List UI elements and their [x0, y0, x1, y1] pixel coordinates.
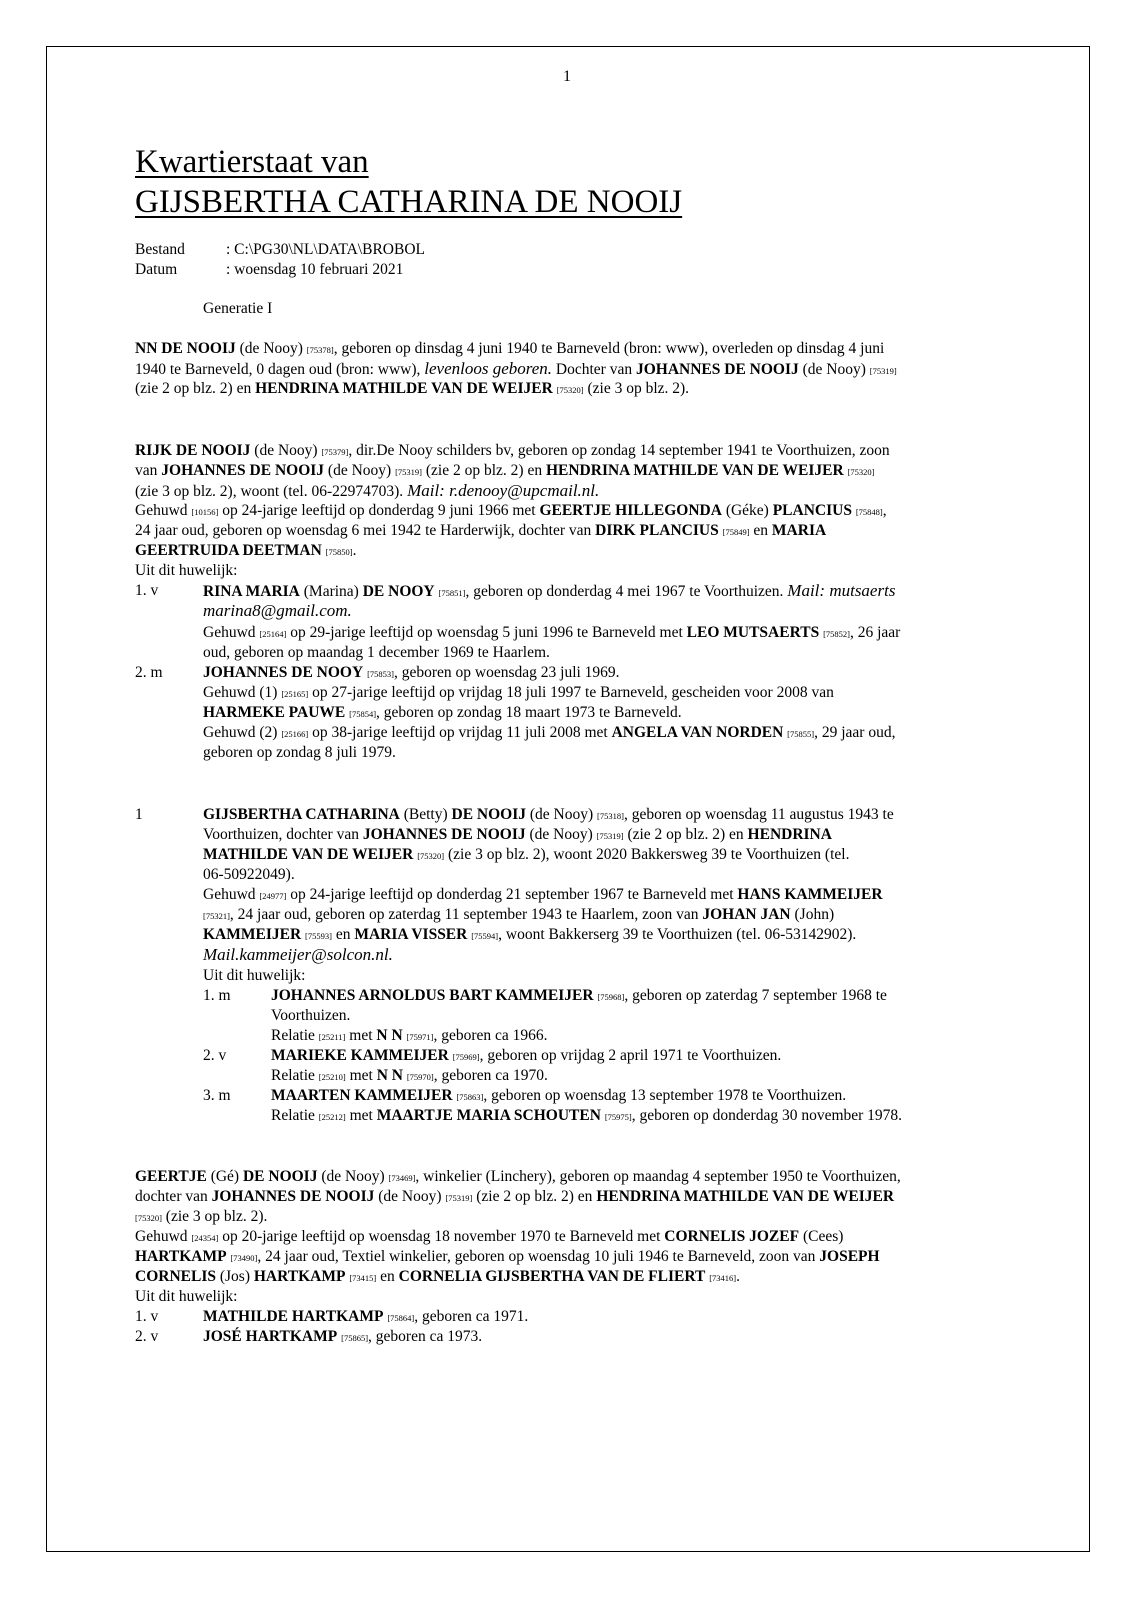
person-name: JOHANNES ARNOLDUS BART KAMMEIJER: [271, 987, 594, 1004]
document-title-line2: GIJSBERTHA CATHARINA DE NOOIJ: [135, 184, 683, 220]
record-id: [75849]: [722, 527, 750, 537]
text-run: (Marina): [299, 583, 363, 600]
text-run: , geboren op woensdag 23 juli 1969.: [393, 664, 620, 681]
text-line: [135, 1287, 237, 1306]
text-line: [271, 1026, 548, 1047]
text-run: , geboren op donderdag 4 mei 1967 te Voorthuizen.: [465, 583, 788, 600]
text-line: [135, 541, 356, 562]
text-line: [203, 986, 231, 1005]
text-run: .: [352, 542, 357, 559]
text-line: [203, 905, 834, 926]
record-id: [75969]: [452, 1052, 480, 1062]
record-id: [75320]: [135, 1213, 162, 1223]
text-line: [203, 845, 849, 866]
record-id: [73490]: [230, 1253, 258, 1263]
record-id: [75971]: [406, 1032, 434, 1042]
text-run: 2. v: [135, 1328, 159, 1345]
text-line: [135, 1247, 880, 1268]
person-name: JOHANNES DE NOOY: [203, 664, 364, 681]
person-name: JOHANNES DE NOOIJ: [161, 462, 325, 479]
record-id: [10156]: [191, 507, 219, 517]
text-line: [271, 986, 887, 1007]
record-id: [25212]: [318, 1112, 346, 1122]
record-id: [25164]: [259, 629, 287, 639]
text-run: Gehuwd (2): [203, 724, 282, 741]
text-run: (de Nooy): [798, 361, 870, 378]
record-id: [75975]: [604, 1112, 632, 1122]
record-id: [75970]: [406, 1072, 434, 1082]
text-run: 1. m: [203, 987, 231, 1004]
text-line: [203, 945, 393, 965]
person-name: DE NOOIJ: [242, 1168, 318, 1185]
text-line: [203, 1046, 226, 1065]
person-name: HARMEKE PAUWE: [203, 704, 346, 721]
text-run: Uit dit huwelijk:: [135, 562, 238, 579]
text-line: [135, 1227, 843, 1248]
text-run: (de Nooy): [235, 340, 307, 357]
text-line: [271, 1066, 548, 1087]
person-name: HENDRINA: [747, 826, 832, 843]
meta-value-datum: : woensdag 10 februari 2021: [226, 261, 404, 278]
document-title-line1: Kwartierstaat van: [135, 144, 369, 180]
person-name: GIJSBERTHA CATHARINA: [203, 806, 400, 823]
text-line: [135, 359, 897, 381]
record-id: [24354]: [191, 1233, 219, 1243]
text-run: Relatie: [271, 1107, 319, 1124]
person-name: N N: [376, 1027, 403, 1044]
record-id: [75321]: [203, 911, 230, 921]
text-run: 3. m: [203, 1087, 231, 1104]
person-name: RINA MARIA: [203, 583, 300, 600]
text-run: , dir.De Nooy schilders bv, geboren op zondag 14 september 1941 te Voorthuizen, zoon: [348, 442, 890, 459]
person-name: HARTKAMP: [135, 1248, 227, 1265]
record-id: [75863]: [456, 1092, 484, 1102]
page-number: 1: [563, 68, 571, 85]
record-id: [75319]: [445, 1193, 473, 1203]
text-line: [135, 461, 874, 482]
text-run: 1: [135, 806, 143, 823]
text-line: [135, 1327, 158, 1346]
text-run: , geboren ca 1970.: [433, 1067, 548, 1084]
text-run: , 24 jaar oud, geboren op zaterdag 11 september 1943 te Haarlem, zoon van: [229, 906, 703, 923]
text-run: Gehuwd: [135, 1228, 192, 1245]
text-run: met: [345, 1067, 377, 1084]
person-name: DE NOOIJ: [451, 806, 526, 823]
record-id: [73416]: [709, 1273, 737, 1283]
text-run: Gehuwd: [203, 886, 260, 903]
text-run: (de Nooy): [525, 826, 597, 843]
text-run: Dochter van: [552, 361, 636, 378]
record-id: [75318]: [597, 811, 624, 821]
person-name: MARIA VISSER: [354, 926, 468, 943]
text-run: op 27-jarige leeftijd op vrijdag 18 juli 1997 te Barneveld, gescheiden voor 2008 van: [308, 684, 834, 701]
record-id: [25166]: [281, 729, 309, 739]
text-line: [203, 581, 895, 603]
text-run: , geboren ca 1971.: [414, 1308, 529, 1325]
text-run: op 24-jarige leeftijd op donderdag 21 september 1967 te Barneveld met: [286, 886, 738, 903]
text-run: (zie 2 op blz. 2) en: [472, 1188, 597, 1205]
text-line: [135, 1167, 901, 1188]
text-run: met: [345, 1027, 377, 1044]
person-name: KAMMEIJER: [203, 926, 302, 943]
text-run: op 29-jarige leeftijd op woensdag 5 juni 1996 te Barneveld met: [286, 624, 687, 641]
text-run: , geboren op woensdag 11 augustus 1943 te: [623, 806, 894, 823]
text-run: 1. v: [135, 582, 159, 599]
text-run: .: [736, 1268, 741, 1285]
person-name: CORNELIS: [135, 1268, 216, 1285]
text-run: Voorthuizen.: [271, 1007, 351, 1024]
text-line: [203, 723, 895, 744]
text-run: dochter van: [135, 1188, 212, 1205]
record-id: [25210]: [318, 1072, 346, 1082]
person-name: RIJK DE NOOIJ: [135, 442, 251, 459]
text-run: (Betty): [399, 806, 452, 823]
record-id: [75379]: [321, 447, 349, 457]
record-id: [25211]: [318, 1032, 346, 1042]
person-name: JOHANNES DE NOOIJ: [635, 361, 799, 378]
person-name: GEERTJE HILLEGONDA: [539, 502, 722, 519]
text-line: [135, 441, 890, 462]
italic-note: marina8@gmail.com.: [203, 601, 352, 620]
text-run: , geboren op woensdag 13 september 1978 te Voorthuizen.: [483, 1087, 847, 1104]
text-run: Relatie: [271, 1027, 319, 1044]
record-id: [75378]: [306, 345, 334, 355]
text-run: 1. v: [135, 1308, 159, 1325]
record-id: [75848]: [855, 507, 883, 517]
record-id: [75319]: [596, 831, 624, 841]
text-run: en: [749, 522, 772, 539]
text-run: Voorthuizen, dochter van: [203, 826, 363, 843]
text-run: Gehuwd: [135, 502, 192, 519]
person-name: PLANCIUS: [772, 502, 852, 519]
text-line: [203, 1327, 482, 1348]
text-run: Gehuwd (1): [203, 684, 282, 701]
record-id: [75852]: [823, 629, 850, 639]
record-id: [24977]: [259, 891, 287, 901]
text-run: op 20-jarige leeftijd op woensdag 18 november 1970 te Barneveld met: [218, 1228, 665, 1245]
generation-heading: Generatie I: [203, 300, 273, 317]
text-run: (de Nooy): [250, 442, 322, 459]
text-line: [203, 966, 305, 985]
text-line: [203, 885, 883, 906]
record-id: [75593]: [305, 931, 332, 941]
person-name: DIRK PLANCIUS: [595, 522, 719, 539]
meta-value-bestand: : C:\PG30\NL\DATA\BROBOL: [226, 241, 425, 258]
text-run: Uit dit huwelijk:: [135, 1288, 238, 1305]
text-line: [203, 865, 295, 884]
text-line: [203, 623, 900, 644]
text-run: , woont Bakkerserg 39 te Voorthuizen (tel. 06-53142902).: [498, 926, 857, 943]
text-run: Gehuwd: [203, 624, 260, 641]
text-line: [203, 643, 550, 662]
text-run: 06-50922049).: [203, 866, 295, 883]
record-id: [75851]: [438, 588, 466, 598]
text-line: [135, 561, 237, 580]
text-run: van: [135, 462, 162, 479]
text-run: geboren op zondag 8 juli 1979.: [203, 744, 396, 761]
text-line: [203, 925, 856, 946]
text-line: [135, 339, 884, 360]
text-run: en: [376, 1268, 399, 1285]
text-run: (zie 3 op blz. 2), woont (tel. 06-22974703).: [135, 483, 408, 500]
text-line: [135, 521, 826, 542]
text-line: [203, 601, 352, 621]
text-run: 2. m: [135, 664, 163, 681]
text-run: , 26 jaar: [849, 624, 901, 641]
text-run: , geboren ca 1966.: [433, 1027, 548, 1044]
text-line: [135, 379, 689, 400]
person-name: MAARTJE MARIA SCHOUTEN: [376, 1107, 601, 1124]
text-run: ,: [882, 502, 887, 519]
text-line: [271, 1086, 846, 1107]
text-run: , geboren op donderdag 30 november 1978.: [631, 1107, 903, 1124]
text-line: [271, 1046, 781, 1067]
record-id: [75968]: [597, 992, 625, 1002]
italic-note: Mail.kammeijer@solcon.nl.: [203, 945, 393, 964]
text-run: (zie 2 op blz. 2) en: [135, 380, 256, 397]
text-run: , geboren op zaterdag 7 september 1968 te: [624, 987, 887, 1004]
person-name: ANGELA VAN NORDEN: [611, 724, 784, 741]
record-id: [75864]: [387, 1313, 415, 1323]
text-line: [203, 663, 620, 684]
person-name: JOHANNES DE NOOIJ: [362, 826, 526, 843]
person-name: HENDRINA MATHILDE VAN DE WEIJER: [255, 380, 553, 397]
record-id: [75854]: [349, 709, 377, 719]
text-run: , geboren op dinsdag 4 juni 1940 te Barneveld (bron: www), overleden op dinsdag 4 juni: [333, 340, 885, 357]
person-name: GEERTRUIDA DEETMAN: [135, 542, 322, 559]
person-name: DE NOOY: [362, 583, 435, 600]
person-name: JOSÉ HARTKAMP: [203, 1328, 338, 1345]
text-line: [203, 1086, 231, 1105]
person-name: MAARTEN KAMMEIJER: [271, 1087, 453, 1104]
text-run: Relatie: [271, 1067, 319, 1084]
text-run: (de Nooy): [526, 806, 598, 823]
text-run: , winkelier (Linchery), geboren op maandag 4 september 1950 te Voorthuizen,: [415, 1168, 901, 1185]
record-id: [75319]: [869, 366, 897, 376]
record-id: [75594]: [471, 931, 499, 941]
text-run: en: [331, 926, 355, 943]
text-run: Uit dit huwelijk:: [203, 967, 306, 984]
text-line: [203, 825, 832, 846]
record-id: [75850]: [325, 547, 353, 557]
text-run: , geboren op zondag 18 maart 1973 te Barneveld.: [376, 704, 682, 721]
text-run: (zie 2 op blz. 2) en: [623, 826, 748, 843]
person-name: LEO MUTSAERTS: [686, 624, 820, 641]
text-run: (de Nooy): [324, 462, 396, 479]
text-line: [135, 581, 158, 600]
text-line: [135, 663, 163, 682]
record-id: [73469]: [388, 1173, 416, 1183]
text-line: [203, 703, 682, 724]
text-run: 2. v: [203, 1047, 227, 1064]
record-id: [25165]: [281, 689, 309, 699]
person-name: JOHAN JAN: [702, 906, 791, 923]
person-name: CORNELIA GIJSBERTHA VAN DE FLIERT: [398, 1268, 706, 1285]
person-name: JOSEPH: [819, 1248, 880, 1265]
person-name: CORNELIS JOZEF: [664, 1228, 800, 1245]
text-line: [135, 1207, 267, 1228]
text-run: , 24 jaar oud, Textiel winkelier, geboren op woensdag 10 juli 1946 te Barneveld, zoon van: [257, 1248, 820, 1265]
text-run: (John): [790, 906, 835, 923]
text-run: op 38-jarige leeftijd op vrijdag 11 juli 2008 met: [308, 724, 612, 741]
italic-note: Mail: mutsaerts: [787, 581, 896, 600]
italic-note: Mail: r.denooy@upcmail.nl.: [407, 481, 600, 500]
record-id: [75319]: [395, 467, 422, 477]
person-name: MARIA: [771, 522, 827, 539]
record-id: [75865]: [341, 1333, 369, 1343]
text-run: 24 jaar oud, geboren op woensdag 6 mei 1942 te Harderwijk, dochter van: [135, 522, 596, 539]
text-run: (Gé): [206, 1168, 243, 1185]
text-line: [135, 805, 143, 824]
text-run: (Cees): [799, 1228, 844, 1245]
text-run: 1940 te Barneveld, 0 dagen oud (bron: www),: [135, 361, 425, 378]
text-run: (Géke): [721, 502, 773, 519]
record-id: [75320]: [556, 385, 584, 395]
text-line: [135, 1267, 740, 1288]
person-name: MARIEKE KAMMEIJER: [271, 1047, 449, 1064]
text-line: [271, 1106, 902, 1127]
person-name: HARTKAMP: [253, 1268, 346, 1285]
text-line: [203, 805, 894, 826]
person-name: JOHANNES DE NOOIJ: [211, 1188, 375, 1205]
text-run: , geboren op vrijdag 2 april 1971 te Voorthuizen.: [479, 1047, 782, 1064]
text-run: (de Nooy): [374, 1188, 446, 1205]
italic-note: levenloos geboren.: [424, 359, 553, 378]
text-line: [135, 1307, 158, 1326]
record-id: [75853]: [367, 669, 394, 679]
person-name: N N: [376, 1067, 403, 1084]
meta-label-datum: Datum: [135, 261, 178, 278]
person-name: NN DE NOOIJ: [135, 340, 236, 357]
record-id: [73415]: [349, 1273, 377, 1283]
record-id: [75855]: [787, 729, 815, 739]
text-run: (Jos): [215, 1268, 254, 1285]
text-run: oud, geboren op maandag 1 december 1969 te Haarlem.: [203, 644, 550, 661]
person-name: GEERTJE: [135, 1168, 207, 1185]
text-run: (zie 3 op blz. 2).: [583, 380, 690, 397]
text-run: (zie 3 op blz. 2), woont 2020 Bakkersweg 39 te Voorthuizen (tel.: [444, 846, 850, 863]
text-line: [203, 1307, 528, 1328]
person-name: HENDRINA MATHILDE VAN DE WEIJER: [596, 1188, 895, 1205]
text-line: [203, 683, 834, 704]
record-id: [75320]: [417, 851, 445, 861]
text-run: (zie 2 op blz. 2) en: [422, 462, 546, 479]
text-line: [135, 501, 887, 522]
text-run: (zie 3 op blz. 2).: [161, 1208, 268, 1225]
text-run: op 24-jarige leeftijd op donderdag 9 juni 1966 met: [218, 502, 540, 519]
person-name: MATHILDE HARTKAMP: [203, 1308, 384, 1325]
person-name: MATHILDE VAN DE WEIJER: [203, 846, 414, 863]
text-run: (de Nooy): [317, 1168, 389, 1185]
person-name: HANS KAMMEIJER: [737, 886, 883, 903]
meta-label-bestand: Bestand: [135, 241, 185, 258]
text-run: , geboren ca 1973.: [368, 1328, 483, 1345]
text-run: met: [345, 1107, 377, 1124]
text-run: , 29 jaar oud,: [814, 724, 896, 741]
text-line: [271, 1006, 350, 1025]
text-line: [135, 481, 599, 501]
record-id: [75320]: [847, 467, 875, 477]
text-line: [203, 743, 396, 762]
text-line: [135, 1187, 894, 1208]
person-name: HENDRINA MATHILDE VAN DE WEIJER: [545, 462, 844, 479]
